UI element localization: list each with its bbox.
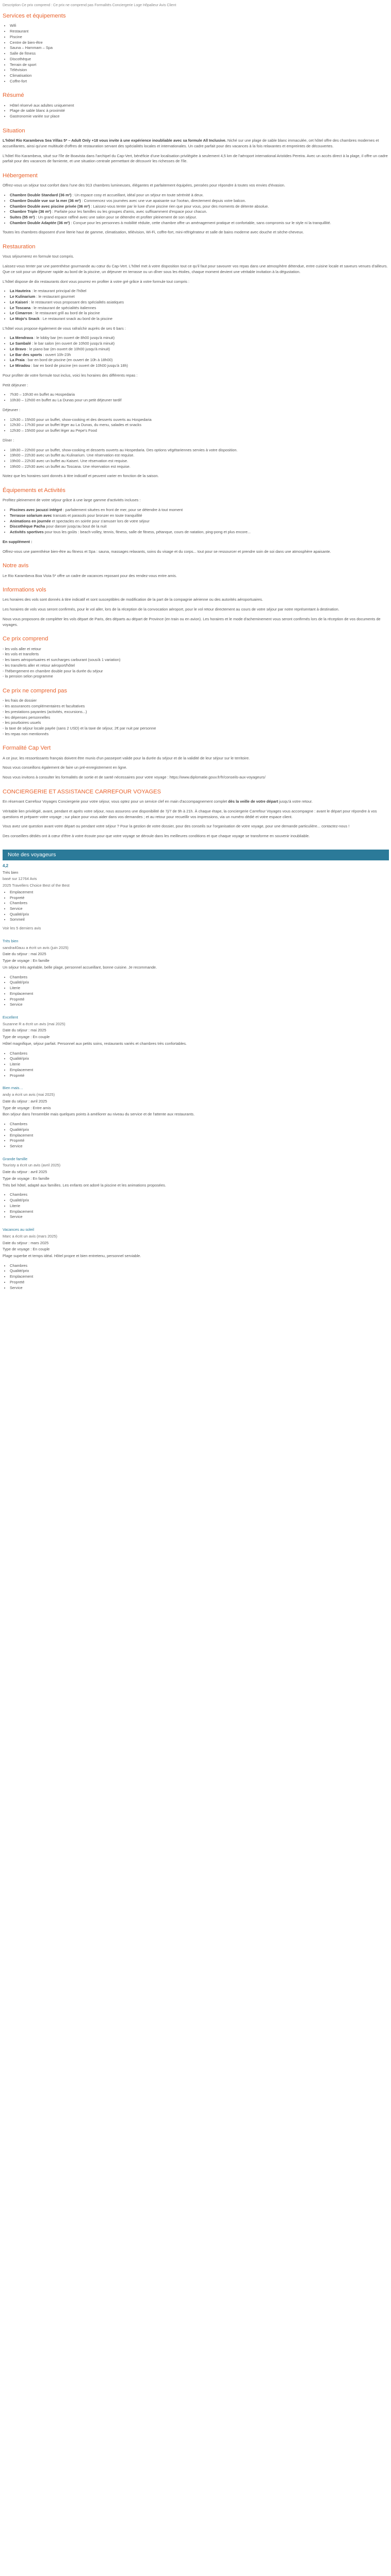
show-reviews-link[interactable]: Voir les 5 derniers avis <box>3 926 41 931</box>
list-item: • Gastronomie variée sur place <box>10 114 389 120</box>
list-item: • Service <box>10 1002 389 1008</box>
review-date: Date du séjour : avril 2025 <box>3 1170 47 1175</box>
review-author: andy a écrit un avis (mai 2025) <box>3 1092 55 1097</box>
bar-item <box>10 341 389 347</box>
supplement-title <box>3 539 389 545</box>
review-text: Bon séjour dans l'ensemble mais quelques points à améliorer au niveau du service et de l'attente aux restaurants. <box>3 1112 195 1117</box>
list-item: • Chambres <box>10 1051 389 1057</box>
bar-item <box>10 347 389 352</box>
list-item: • Service <box>10 906 389 912</box>
review-item <box>3 1086 389 1149</box>
restaurant-item <box>10 316 389 322</box>
review-item <box>3 1227 389 1291</box>
equipement-item <box>10 519 389 524</box>
breakfast-list <box>3 392 389 403</box>
restaurant-item <box>10 289 389 294</box>
restauration-paragraph: L'hôtel vous propose également de vous rafraîchir auprès de ses 6 bars : <box>3 326 126 331</box>
room-item <box>10 209 389 215</box>
review-criteria <box>3 1051 389 1079</box>
restaurant-desc: : Le restaurant snack au bord de la piscine <box>39 316 112 321</box>
list-item: • 12h30 – 15h00 pour un buffet, show-cooking et des desserts ouverts au Hospedaria <box>10 417 389 423</box>
equipement-item <box>10 507 389 513</box>
review-criteria <box>3 1122 389 1149</box>
list-item: • Centre de bien-être <box>10 40 389 46</box>
list-item: • Wifi <box>10 23 389 29</box>
dinner-title: Dîner : <box>3 437 14 443</box>
equipement-desc: : parfaitement situées en front de mer, pour se détendre à tout moment <box>62 507 183 513</box>
bar-desc: : le bar salon (en ouvert de 10h00 jusqu'à minuit) <box>31 341 115 346</box>
equipements-intro: Profitez pleinement de votre séjour grâce à une large gamme d'activités incluses : <box>3 498 141 503</box>
list-item: • Propreté <box>10 997 389 1003</box>
restauration-title: Restauration <box>3 244 36 250</box>
list-item: - les transferts aller et retour aéroport/hôtel <box>3 663 75 668</box>
infos-paragraph: Nous vous proposons de compléter les vols départ de Paris, des départs au départ de Province (en train ou en avion). Les horaires et le mode d'acheminement vous seront confirmés lors de la réception de vos documents de voyages. <box>3 616 381 627</box>
list-item: • Literie <box>10 986 389 991</box>
review-type: Type de voyage : En famille <box>3 1176 50 1181</box>
award-text: 2025 Travellers Choice Best of the Best <box>3 883 70 888</box>
services-title: Services et équipements <box>3 13 66 20</box>
restaurant-name: La Hauteira <box>10 289 31 294</box>
list-item: • Emplacement <box>10 1209 389 1215</box>
bar-name: La Mendrava <box>10 335 34 341</box>
room-item <box>10 215 389 221</box>
review-date: Date du séjour : mai 2025 <box>3 952 46 957</box>
bar-name: Le Bar des sports <box>10 352 42 357</box>
restaurant-name: Le Toscana <box>10 305 31 310</box>
list-item: • Emplacement <box>10 1067 389 1073</box>
list-item: - les pourboires usuels <box>3 720 41 725</box>
resume-title: Résumé <box>3 92 24 99</box>
restaurant-name: Le Mojo's Snack <box>10 316 40 321</box>
supplement-paragraph: Offrez-vous une parenthèse bien-être au fitness et Spa : sauna, massages relaxants, soins du visage et du corps... tout pour se ressourcer et prendre soin de soi dans une atmosphère apaisante. <box>3 549 331 554</box>
room-item <box>10 193 389 198</box>
review-author: Suzanne R a écrit un avis (mai 2025) <box>3 1021 66 1026</box>
prix-comprend-title: Ce prix comprend <box>3 636 48 642</box>
formalites-paragraph: Nous vous invitons à consulter les formalités de sortie et de santé nécessaires pour votre voyage : https://www.diplomatie.gouv.fr/fr/conseils-aux-voyageurs/ <box>3 775 266 780</box>
equipement-name: Activités sportives <box>10 530 44 535</box>
services-list <box>3 23 389 84</box>
prix-comprend-pas-title: Ce prix ne comprend pas <box>3 688 67 694</box>
list-item: - les vols et transferts <box>3 652 39 657</box>
list-item: • 10h30 – 12h00 en buffet au La Dunas pour un petit déjeuner tardif <box>10 398 389 403</box>
review-criteria <box>3 975 389 1008</box>
room-name: Chambre Double Standard (36 m²) <box>10 193 72 198</box>
restaurant-item <box>10 300 389 306</box>
situation-highlight: L'hôtel Rio Karambeva Sea Villas 5* – Adult Only +18 vous invite à une expérience inoubliable avec sa formule All Inclusive. <box>3 138 226 143</box>
list-item: • Qualité/prix <box>10 1056 389 1062</box>
review-item <box>3 939 389 1008</box>
list-item: • Sauna – Hammam – Spa <box>10 45 389 51</box>
review-text: Très bel hôtel, adapté aux familles. Les enfants ont adoré la piscine et les animations proposées. <box>3 1182 166 1188</box>
bar-name: Le Bravo <box>10 346 26 351</box>
restauration-paragraph: Laissez-vous tenter par une parenthèse gourmande au cœur du Cap-Vert. L'hôtel met à votre disposition tout ce qu'il faut pour savourer vos repas dans une atmosphère détendue, entre cuisine locale et saveurs venues d'ailleurs. Que ce soit pour un déjeuner rapide au bord de la piscine, un déjeuner en terrasse ou un dîner sous les étoiles, chaque moment devient une véritable invitation à la dégustation. <box>3 264 388 274</box>
list-item: - les repas non mentionnés <box>3 731 49 736</box>
review-date: Date du séjour : avril 2025 <box>3 1098 47 1104</box>
restaurant-name: Le Kaiseri <box>10 299 28 304</box>
restaurant-desc: : le restaurant vous proposant des spécialités asiatiques <box>28 299 124 304</box>
bar-desc: : bar en bord de piscine (en ouvert de 10h00 jusqu'à 18h) <box>30 363 128 368</box>
situation-paragraph: L'hôtel Rio Karambeva, situé sur l'île de Boavista dans l'archipel du Cap-Vert, bénéficie d'une localisation privilégiée à seulement 4,5 km de l'aéroport international Aristides Pereira. Avec un accès direct à la plage, il offre un cadre parfait pour des vacances de farniente, et une situation centrale permettant de découvrir les richesses de l'île. <box>3 153 388 164</box>
restaurant-desc: : le restaurant principal de l'hôtel <box>30 289 87 294</box>
list-item: • Literie <box>10 1204 389 1209</box>
list-item: • Propreté <box>10 1138 389 1144</box>
review-type: Type de voyage : En couple <box>3 1035 50 1040</box>
restaurant-name: Le Cimarron <box>10 311 32 316</box>
list-item: • Hôtel réservé aux adultes uniquement <box>10 103 389 109</box>
list-item: • Qualité/prix <box>10 1127 389 1133</box>
review-criteria <box>3 1263 389 1291</box>
equipement-desc: pour danser jusqu'au bout de la nuit <box>45 524 107 529</box>
list-item: • Emplacement <box>10 890 389 895</box>
overall-rating: 4,2 <box>3 863 9 868</box>
rooms-list <box>3 193 389 226</box>
intro-breadcrumb: Description Ce prix comprend : Ce prix ne comprend pas Formalités Conciergerie Loge Hôpalieur Avis Client <box>3 4 176 7</box>
list-item: • Service <box>10 1285 389 1291</box>
conciergerie-text: jusqu'à votre retour. <box>278 799 313 804</box>
bars-list <box>3 335 389 368</box>
conciergerie-paragraph <box>3 799 389 805</box>
restaurant-item <box>10 306 389 311</box>
room-desc: : Un grand espace raffiné avec une salon pour se détendre et profiter pleinement de son séjour. <box>35 214 197 219</box>
list-item: • 18h30 – 22h00 pour un buffet, show-cooking et desserts ouverts au Hospedaria. Des options végétariennes servies à votre disposition. <box>10 448 389 453</box>
equipement-desc: transats et parasols pour bronzer en toute tranquillité <box>52 513 142 518</box>
restaurant-item <box>10 294 389 300</box>
situation-title: Situation <box>3 127 25 134</box>
list-item: - les frais de dossier <box>3 698 37 703</box>
bar-name: Le Miradou <box>10 363 30 368</box>
equipement-item <box>10 530 389 535</box>
restaurant-desc: : le restaurant de spécialités italiennes <box>30 305 96 310</box>
list-item: • Emplacement <box>10 1133 389 1139</box>
review-text: Plage superbe et temps idéal. Hôtel propre et bien entretenu, personnel serviable. <box>3 1253 141 1258</box>
review-title: Grande famille <box>3 1156 28 1161</box>
list-item: - les vols aller et retour <box>3 646 41 651</box>
list-item: • Chambres <box>10 1122 389 1127</box>
room-name: Suites (55 m²) <box>10 214 35 219</box>
room-desc: : Commencez vos journées avec une vue apaisante sur l'océan, directement depuis votre balcon. <box>80 198 246 203</box>
list-item: - la pension selon programme <box>3 674 53 679</box>
review-title: Très bien <box>3 938 19 943</box>
list-item: • 12h30 – 15h00 pour un buffet léger au Pepe's Food <box>10 428 389 434</box>
reviews-band: Note des voyageurs <box>3 850 389 860</box>
conciergerie-paragraph: Véritable lien privilégié, avant, pendant et après votre séjour, nous assurons une disponibilité de 7j/7 de 9h à 21h. À chaque étape, la conciergerie Carrefour Voyages vous accompagne : avant le départ pour répondre à vos questions et préparer votre voyage ; sur place pour vous aider dans vos demandes ; et au retour pour recueillir vos impressions, via un numéro dédié et votre espace client. <box>3 808 377 819</box>
list-item: • Discothèque <box>10 57 389 62</box>
prix-comprend-pas-list <box>3 698 389 737</box>
bar-desc: : le lobby bar (en ouvert de 8h00 jusqu'à minuit) <box>33 335 115 341</box>
list-item: • Service <box>10 1214 389 1220</box>
restauration-paragraph: Pour profiter de votre formule tout inclus, voici les horaires des différents repas : <box>3 372 138 378</box>
infos-title: Informations vols <box>3 587 46 594</box>
list-item: • Service <box>10 1144 389 1149</box>
avis-title: Notre avis <box>3 563 29 569</box>
review-author: Touristy a écrit un avis (avril 2025) <box>3 1163 61 1168</box>
equipement-name: Discothèque Pacha <box>10 524 45 529</box>
list-item: • Qualité/prix <box>10 980 389 986</box>
list-item: • Qualité/prix <box>10 912 389 918</box>
bar-desc: : bar en bord de piscine (en ouvert de 10h à 18h00) <box>24 358 113 363</box>
equipement-item <box>10 513 389 519</box>
list-item: - les assurances complémentaires et facultatives <box>3 704 85 709</box>
review-date: Date du séjour : mai 2025 <box>3 1028 46 1033</box>
list-item: • Télévision <box>10 67 389 73</box>
room-desc: : Un espace cosy et accueillant, idéal pour un séjour en toute sérénité à deux. <box>71 193 204 198</box>
equipement-name: Animations en journée <box>10 518 51 523</box>
lunch-title: Déjeuner : <box>3 407 21 412</box>
list-item: • Literie <box>10 1062 389 1067</box>
list-item: • Qualité/prix <box>10 1198 389 1204</box>
review-author: sandra40auu a écrit un avis (juin 2025) <box>3 945 69 950</box>
list-item: - les taxes aéroportuaires et surcharges carburant (sous/à 1 variation) <box>3 657 121 663</box>
formalites-paragraph: A ce jour, les ressortissants français doivent être munis d'un passeport valide pour la durée du séjour et de la validité de leur séjour sur le territoire. <box>3 755 250 760</box>
formalites-title: Formalité Cap Vert <box>3 745 51 752</box>
list-item: • Propreté <box>10 895 389 901</box>
conciergerie-highlight: dès la veille de votre départ <box>228 799 279 804</box>
conciergerie-title: CONCIERGERIE ET ASSISTANCE CARREFOUR VOYAGES <box>3 788 161 795</box>
equipement-name: Piscines avec jacuzzi intégré <box>10 507 62 513</box>
restauration-paragraph: L'hôtel dispose de dix restaurants dont vous pourrez en profiter à votre gré grâce à votre formule tout compris : <box>3 279 190 284</box>
list-item: - les dépenses personnelles <box>3 715 51 720</box>
list-item: • Piscine <box>10 35 389 40</box>
bar-item <box>10 358 389 363</box>
conciergerie-paragraph: Des conseillers dédiés ont à cœur d'être à votre écoute pour que votre voyage se déroule dans les meilleures conditions et que chaque voyage se transforme en souvenir inoubliable. <box>3 834 310 839</box>
list-item: • Restaurant <box>10 29 389 35</box>
breakfast-title: Petit déjeuner : <box>3 382 28 387</box>
restaurants-list <box>3 289 389 321</box>
bar-desc: : ouvert 10h-23h <box>42 352 71 357</box>
prix-comprend-list <box>3 647 389 680</box>
list-item: • Emplacement <box>10 991 389 997</box>
bar-desc: : le piano bar (en ouvert de 10h00 jusqu'à minuit) <box>26 346 110 351</box>
review-author: Marc a écrit un avis (mars 2025) <box>3 1233 57 1239</box>
conciergerie-paragraph: Vous avez une question avant votre départ ou pendant votre séjour ? Pour la gestion de votre dossier, pour des conseils sur l'organisation de votre voyage, pour une demande particulière... contactez-nous ! <box>3 824 350 829</box>
infos-paragraph: Les horaires de vols vous seront confirmés, pour le vol aller, lors de la réception de la convocation aéroport, pour le vol retour directement au cours de votre séjour par notre représentant à destination. <box>3 607 339 612</box>
list-item: • 19h00 – 22h30 avec un buffet au Kulinarium. Une réservation est requise. <box>10 453 389 459</box>
list-item: • 12h30 – 17h30 pour un buffet léger au La Dunas, du menu, salades et snacks <box>10 422 389 428</box>
conciergerie-text: En réservant Carrefour Voyages Conciergerie pour votre séjour, vous optez pour un service clef en main d'accompagnement complet <box>3 799 229 804</box>
list-item: • 7h30 – 10h30 en buffet au Hospedaria <box>10 392 389 398</box>
hebergement-equipment: Toutes les chambres disposent d'une literie haut de gamme, climatisation, télévision, Wi-Fi, coffre-fort, mini-réfrigérateur et salle de bains moderne avec douche et sèche-cheveux. <box>3 230 304 235</box>
list-item: • Qualité/prix <box>10 1268 389 1274</box>
review-title: Vacances au soleil <box>3 1227 35 1232</box>
list-item: • Chambres <box>10 1192 389 1198</box>
avis-paragraph: Le Rio Karambeva Boa Vista 5* offre un cadre de vacances reposant pour des rendez-vous entre amis. <box>3 573 177 578</box>
room-desc: : Laissez-vous tenter par le luxe d'une piscine rien que pour vous, pour des moments de détente absolue. <box>90 204 269 209</box>
list-item: • 19h00 – 22h30 avec un buffet au Toscana. Une réservation est requise. <box>10 464 389 470</box>
infos-paragraph: Les horaires des vols sont donnés à titre indicatif et sont susceptibles de modification de la part de la compagnie aérienne ou des autorités aéroportuaires. <box>3 597 263 602</box>
review-text: Un séjour très agréable, belle plage, personnel accueillant, bonne cuisine. Je recommande. <box>3 964 157 970</box>
restaurant-desc: : le restaurant grill au bord de la piscine <box>32 311 100 316</box>
bar-name: La Praia <box>10 358 25 363</box>
review-criteria <box>3 1192 389 1220</box>
review-item <box>3 1015 389 1078</box>
room-item <box>10 204 389 210</box>
room-item <box>10 198 389 204</box>
list-item: - la taxe de séjour locale payée (sans 2 USD) et la taxe de séjour, 2€ par nuit par personne <box>3 725 156 731</box>
list-item: • Plage de sable blanc à proximité <box>10 108 389 114</box>
bar-item <box>10 335 389 341</box>
review-text: Hôtel magnifique, séjour parfait. Personnel aux petits soins, restaurants variés et chambres très confortables. <box>3 1041 187 1046</box>
review-count: basé sur 12764 Avis <box>3 876 37 882</box>
award-criteria <box>3 890 389 923</box>
situation-text: Niché sur une plage de sable blanc immaculée, cet hôtel offre des chambres modernes et accueillantes, ainsi qu'une multitude d'offres de restauration servant des spécialités locales et internationales. Un cadre parfait pour des vacances à la fois relaxantes et empreintes de découvertes. <box>3 138 379 148</box>
list-item: • Climatisation <box>10 73 389 79</box>
supplement-label: En supplément : <box>3 539 32 544</box>
equipement-name: Terrasse solarium avec <box>10 513 52 518</box>
list-item: • Propreté <box>10 1073 389 1079</box>
equipements-list <box>3 507 389 535</box>
resume-list <box>3 103 389 120</box>
review-type: Type de voyage : Entre amis <box>3 1105 51 1110</box>
review-date: Date du séjour : mars 2025 <box>3 1240 49 1245</box>
equipement-item <box>10 524 389 530</box>
restaurant-name: Le Kulinarium <box>10 294 36 299</box>
room-item <box>10 221 389 226</box>
room-name: Chambre Double vue sur la mer (36 m²) <box>10 198 81 203</box>
bar-name: Le Sambalé <box>10 341 31 346</box>
hebergement-intro: Offrez-vous un séjour tout confort dans l'une des 913 chambres lumineuses, élégantes et parfaitement équipées, pensées pour répondre à toutes vos envies d'évasion. <box>3 183 285 188</box>
list-item: • Terrain de sport <box>10 62 389 68</box>
overall-label: Très bien <box>3 870 19 875</box>
review-type: Type de voyage : En couple <box>3 1247 50 1252</box>
room-name: Chambre Double avec piscine privée (36 m²) <box>10 204 90 209</box>
room-desc: : Parfaite pour les familles ou les groupes d'amis, avec suffisamment d'espace pour chacun. <box>51 209 207 214</box>
equipement-desc: et spectacles en soirée pour s'amuser lors de votre séjour <box>51 518 150 523</box>
restauration-note: Notez que les horaires sont donnés à titre indicatif et peuvent varier en fonction de la saison. <box>3 473 159 479</box>
list-item: • Chambres <box>10 1263 389 1269</box>
restaurant-item <box>10 311 389 316</box>
bar-item <box>10 363 389 369</box>
equipements-title: Équipements et Activités <box>3 487 66 494</box>
review-item <box>3 1157 389 1220</box>
list-item: • Emplacement <box>10 1274 389 1280</box>
list-item: • Coffre-fort <box>10 79 389 84</box>
dinner-list <box>3 448 389 470</box>
restaurant-desc: : le restaurant gourmet <box>35 294 75 299</box>
situation-paragraph <box>3 138 389 149</box>
lunch-list <box>3 417 389 434</box>
review-title: Excellent <box>3 1015 18 1020</box>
room-desc: : Conçue pour les personnes à mobilité réduite, cette chambre offre un aménagement pratique et confortable, sans compromis sur le style ni la tranquillité. <box>70 220 331 225</box>
equipement-desc: pour tous les goûts : beach-volley, tennis, fitness, salle de fitness, pétanque, cours de natation, ping-pong et plus encore... <box>43 530 251 535</box>
list-item: • Propreté <box>10 1280 389 1285</box>
list-item: - l'hébergement en chambre double pour la durée du séjour <box>3 668 103 673</box>
list-item: • Sommeil <box>10 917 389 923</box>
list-item: • Chambres <box>10 901 389 906</box>
room-name: Chambre Double Adaptée (36 m²) <box>10 220 70 225</box>
list-item: • 19h00 – 22h30 avec un buffet au Kaiseri. Une réservation est requise. <box>10 459 389 464</box>
formalites-paragraph: Nous vous conseillons également de faire un pré-enregistrement en ligne. <box>3 765 127 770</box>
restauration-paragraph: Vous séjournerez en formule tout compris. <box>3 254 74 259</box>
review-type: Type de voyage : En famille <box>3 958 50 963</box>
room-name: Chambre Triple (36 m²) <box>10 209 52 214</box>
list-item: - les prestations payantes (activités, excursions...) <box>3 709 87 714</box>
list-item: • Chambres <box>10 975 389 980</box>
list-item: • Salle de fitness <box>10 51 389 57</box>
review-title: Bien mais… <box>3 1086 23 1091</box>
bar-item <box>10 352 389 358</box>
hebergement-title: Hébergement <box>3 173 38 179</box>
